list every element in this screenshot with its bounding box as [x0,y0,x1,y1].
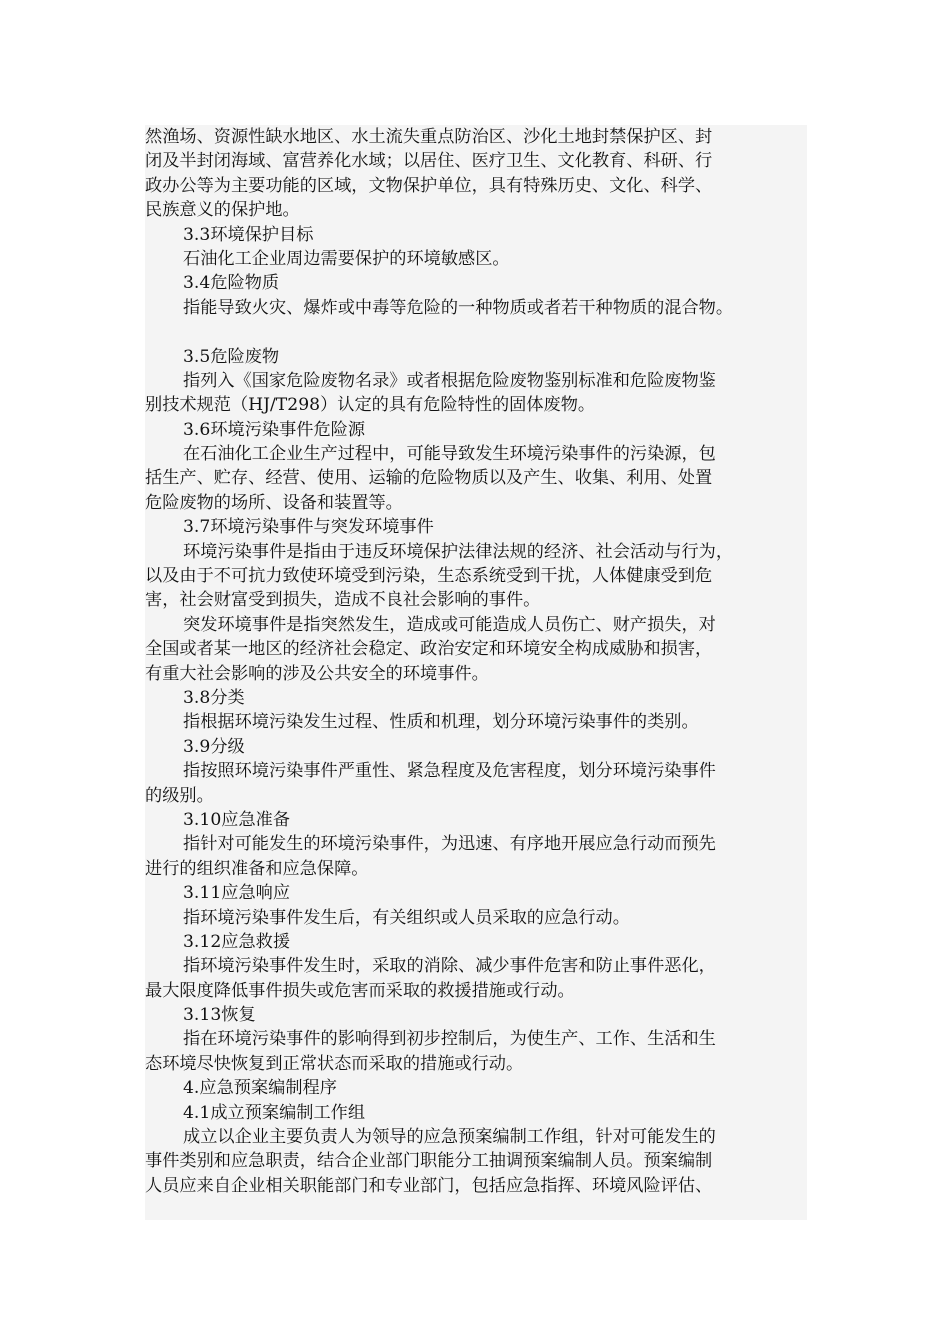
text-line: 突发环境事件是指突然发生，造成或可能造成人员伤亡、财产损失，对 [183,614,716,635]
text-line: 3.4危险物质 [183,273,280,294]
document-body [145,125,807,1220]
text-line: 3.9分级 [183,736,245,757]
text-line: 指环境污染事件发生后，有关组织或人员采取的应急行动。 [183,907,630,928]
text-line: 政办公等为主要功能的区域，文物保护单位，具有特殊历史、文化、科学、 [145,175,713,196]
text-line: 指针对可能发生的环境污染事件，为迅速、有序地开展应急行动而预先 [183,834,716,855]
text-line: 指在环境污染事件的影响得到初步控制后，为使生产、工作、生活和生 [183,1029,716,1050]
text-line: 3.5危险废物 [183,346,280,367]
text-line: 4.应急预案编制程序 [183,1078,337,1099]
text-line: 括生产、贮存、经营、使用、运输的危险物质以及产生、收集、利用、处置 [145,468,713,489]
text-line: 3.8分类 [183,687,245,708]
text-line: 3.10应急准备 [183,809,291,830]
text-line: 的级别。 [145,785,214,806]
text-line: 人员应来自企业相关职能部门和专业部门，包括应急指挥、环境风险评估、 [145,1175,713,1196]
text-line: 3.12应急救援 [183,931,291,952]
text-line: 民族意义的保护地。 [145,200,300,221]
text-line: 全国或者某一地区的经济社会稳定、政治安定和环境安全构成威胁和损害， [145,639,713,660]
text-line: 进行的组织准备和应急保障。 [145,858,369,879]
text-line: 别技术规范（HJ/T298）认定的具有危险特性的固体废物。 [145,395,596,416]
text-line: 闭及半封闭海域、富营养化水域；以居住、医疗卫生、文化教育、科研、行 [145,151,713,172]
text-line: 石油化工企业周边需要保护的环境敏感区。 [183,248,510,269]
text-line: 环境污染事件是指由于违反环境保护法律法规的经济、社会活动与行为， [183,541,734,562]
text-line: 成立以企业主要负责人为领导的应急预案编制工作组，针对可能发生的 [183,1127,716,1148]
text-line: 然渔场、资源性缺水地区、水土流失重点防治区、沙化土地封禁保护区、封 [145,127,713,147]
text-line: 3.13恢复 [183,1005,256,1026]
text-line: 以及由于不可抗力致使环境受到污染，生态系统受到干扰，人体健康受到危 [145,566,713,587]
text-line: 3.7环境污染事件与突发环境事件 [183,517,434,538]
text-line: 指能导致火灾、爆炸或中毒等危险的一种物质或者若干种物质的混合物。 [183,297,734,318]
text-line: 危险废物的场所、设备和装置等。 [145,492,403,513]
text-line: 指环境污染事件发生时，采取的消除、减少事件危害和防止事件恶化， [183,956,716,977]
text-line: 4.1成立预案编制工作组 [183,1102,366,1123]
text-line: 指按照环境污染事件严重性、紧急程度及危害程度，划分环境污染事件 [183,761,716,782]
text-line: 有重大社会影响的涉及公共安全的环境事件。 [145,663,489,684]
text-line: 3.6环境污染事件危险源 [183,419,366,440]
text-line: 3.3环境保护目标 [183,224,314,245]
text-line: 3.11应急响应 [183,883,291,904]
text-line: 指根据环境污染发生过程、性质和机理，划分环境污染事件的类别。 [183,712,699,733]
text-line: 最大限度降低事件损失或危害而采取的救援措施或行动。 [145,980,575,1001]
text-line [145,320,807,344]
text-line: 态环境尽快恢复到正常状态而采取的措施或行动。 [145,1053,524,1074]
text-line: 害，社会财富受到损失，造成不良社会影响的事件。 [145,590,541,611]
text-line: 在石油化工企业生产过程中，可能导致发生环境污染事件的污染源，包 [183,444,716,465]
text-line: 事件类别和应急职责，结合企业部门职能分工抽调预案编制人员。预案编制 [145,1151,713,1172]
text-line: 指列入《国家危险废物名录》或者根据危险废物鉴别标准和危险废物鉴 [183,370,716,391]
